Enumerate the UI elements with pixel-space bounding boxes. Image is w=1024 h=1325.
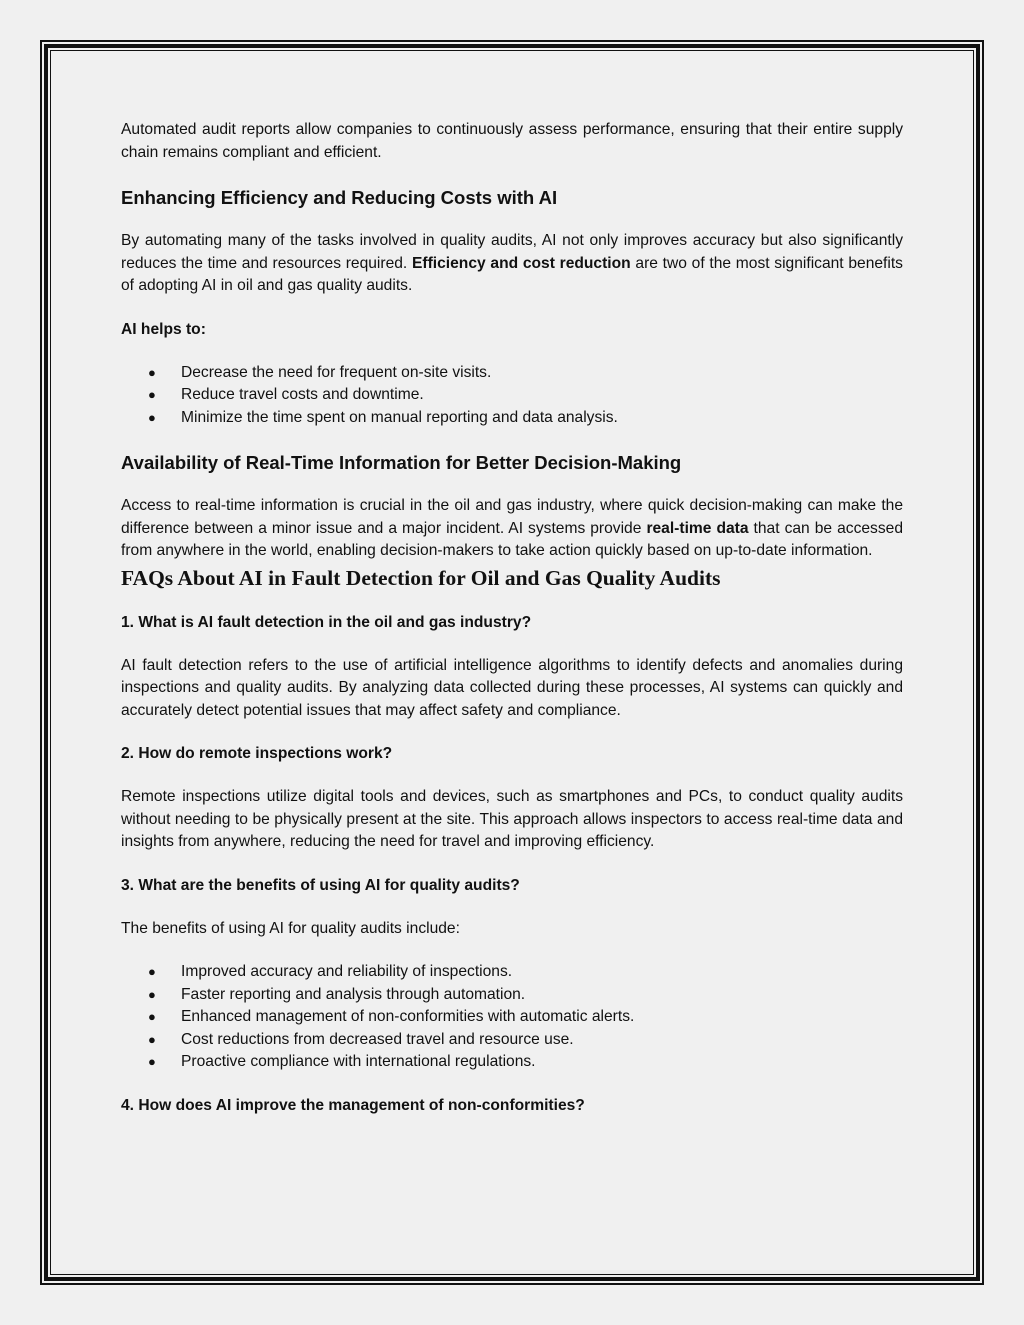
efficiency-text-start: By automating many of the tasks involved in quality audits, AI not only improves accuracy but also significantly reduces the time and resources required. (121, 232, 903, 272)
efficiency-bold-phrase: Efficiency and cost reduction (412, 254, 631, 272)
bullet-icon: ● (148, 964, 156, 979)
bullet-icon: ● (148, 364, 156, 380)
intro-paragraph: Automated audit reports allow companies to continuously assess performance, ensuring that their entire supply chain remains compliant and efficient. (121, 121, 903, 161)
list-item-text: Proactive compliance with international regulations. (181, 1053, 536, 1070)
list-item (121, 362, 903, 385)
list-item-text: Enhanced management of non-conformities with automatic alerts. (181, 1008, 635, 1025)
ai-helps-label: AI helps to: (121, 320, 206, 338)
list-item-text: Improved accuracy and reliability of inspections. (181, 963, 513, 980)
real-time-text-start: Access to real-time information is crucial in the oil and gas industry, where quick decision-making can make the difference between a minor issue and a major incident. AI systems provide (121, 497, 903, 537)
bullet-icon: ● (148, 1031, 156, 1047)
list-item (121, 384, 903, 407)
bullet-icon: ● (148, 1054, 156, 1069)
real-time-bold-phrase: real-time data (646, 519, 749, 537)
list-item (121, 1051, 903, 1074)
bullet-icon: ● (148, 986, 156, 1002)
list-item (121, 984, 903, 1007)
list-item (121, 1006, 903, 1029)
faq-question-1: 1. What is AI fault detection in the oil and gas industry? (121, 613, 532, 631)
faq-question-3: 3. What are the benefits of using AI for quality audits? (121, 876, 520, 894)
list-item-text: Cost reductions from decreased travel and resource use. (181, 1030, 574, 1048)
faq-question-4: 4. How does AI improve the management of non-conformities? (121, 1096, 585, 1114)
efficiency-text-end: are two of the most significant benefits of adopting AI in oil and gas quality audits. (121, 254, 903, 294)
bullet-icon: ● (148, 387, 156, 402)
real-time-text-end: that can be accessed from anywhere in the world, enabling decision-makers to take action quickly based on up-to-date information. (121, 519, 903, 559)
list-item (121, 961, 903, 984)
bullet-icon: ● (148, 409, 156, 425)
list-item-text: Minimize the time spent on manual reporting and data analysis. (181, 408, 618, 426)
efficiency-paragraph (121, 230, 903, 298)
faq-answer-2: Remote inspections utilize digital tools and devices, such as smartphones and PCs, to conduct quality audits without needing to be physically present at the site. This approach allows inspectors to access real-time data and insights from anywhere, reducing the need for travel and improving efficiency. (121, 788, 903, 850)
faq-answer-1: AI fault detection refers to the use of artificial intelligence algorithms to identify defects and anomalies during inspections and quality audits. By analyzing data collected during these processes, AI systems can quickly and accurately detect potential issues that may affect safety and compliance. (121, 656, 903, 719)
list-item (121, 407, 903, 430)
benefits-list (121, 961, 903, 1074)
bullet-icon: ● (148, 1009, 156, 1024)
list-item-text: Decrease the need for frequent on-site visits. (181, 363, 492, 381)
faq-question-2: 2. How do remote inspections work? (121, 745, 393, 762)
faq-answer-3-intro: The benefits of using AI for quality audits include: (121, 919, 460, 937)
section-heading-efficiency: Enhancing Efficiency and Reducing Costs with AI (121, 187, 558, 208)
list-item-text: Faster reporting and analysis through automation. (181, 985, 526, 1003)
document-body (121, 119, 903, 1117)
ai-helps-list (121, 362, 903, 430)
real-time-paragraph (121, 495, 903, 563)
list-item (121, 1029, 903, 1052)
list-item-text: Reduce travel costs and downtime. (181, 386, 424, 403)
section-heading-real-time: Availability of Real-Time Information for Better Decision-Making (121, 452, 682, 473)
faq-title: FAQs About AI in Fault Detection for Oil and Gas Quality Audits (121, 565, 721, 590)
